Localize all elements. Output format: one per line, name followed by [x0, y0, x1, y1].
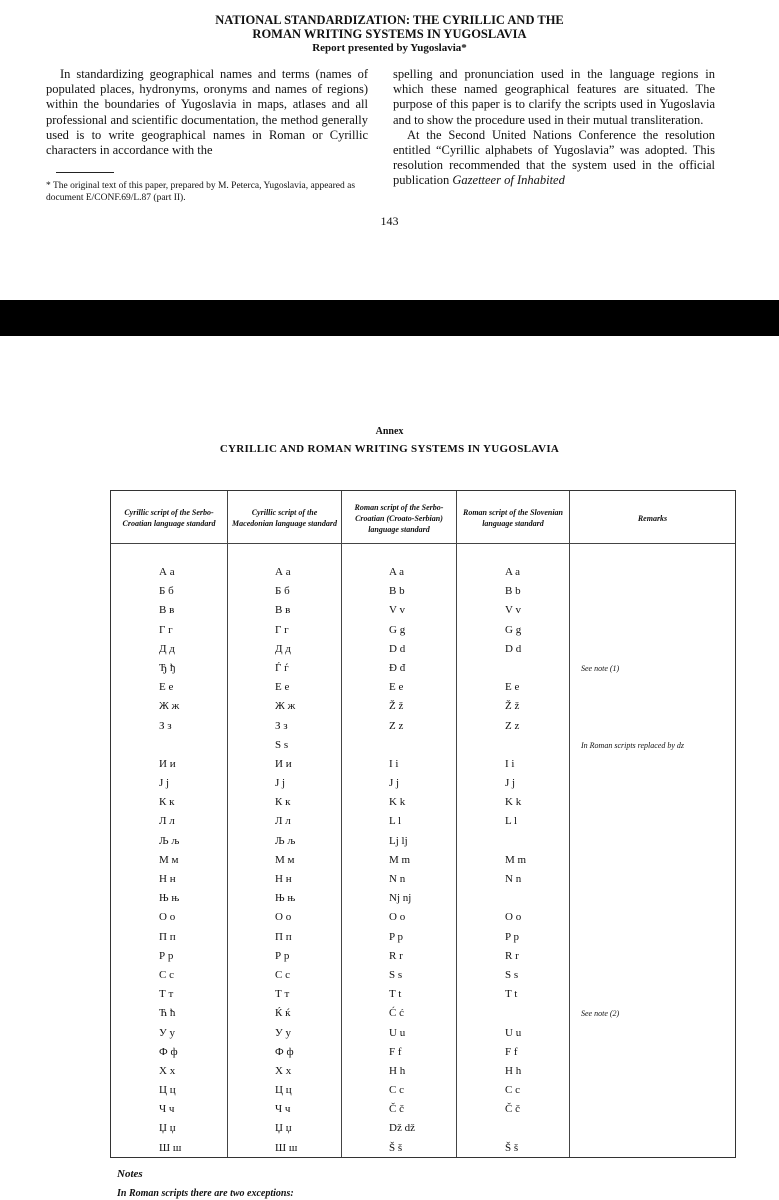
remark-cell [581, 621, 733, 640]
header-rule [111, 543, 735, 544]
remark-cell [581, 1100, 733, 1119]
table-row [111, 717, 735, 736]
table-row [111, 985, 735, 1004]
table-row [111, 678, 735, 697]
letter-cell: Ц ц [159, 1084, 176, 1097]
letter-cell: Л л [159, 815, 175, 828]
letter-cell: I i [389, 757, 399, 770]
left-column [46, 67, 368, 158]
table-row [111, 659, 735, 678]
table-row [111, 1024, 735, 1043]
gazetteer-title: Gazetteer of Inhabited [452, 173, 565, 188]
letter-cell: И и [159, 757, 176, 770]
letter-cell: R r [505, 949, 519, 962]
annex-page [0, 336, 779, 1200]
letter-cell: Ќ ќ [275, 1007, 291, 1020]
letter-cell: Ш ш [275, 1141, 298, 1154]
remark-cell [581, 889, 733, 908]
letter-cell: E e [389, 681, 404, 694]
remark-cell [581, 774, 733, 793]
letter-cell: Ч ч [159, 1103, 175, 1116]
letter-cell: Њ њ [159, 892, 180, 905]
letter-cell: Nj nj [389, 892, 412, 905]
table-row [111, 832, 735, 851]
header-macedonian-cyrillic: Cyrillic script of the Macedonian language standard [232, 508, 337, 528]
remark-cell [581, 966, 733, 985]
letter-cell: Х х [275, 1064, 292, 1077]
remark-cell [581, 870, 733, 889]
annex-title: CYRILLIC AND ROMAN WRITING SYSTEMS IN YUGOSLAVIA [219, 443, 560, 455]
page-number: 143 [380, 214, 399, 228]
letter-cell: C c [389, 1084, 404, 1097]
letter-cell [505, 1004, 585, 1023]
remark-cell [581, 793, 733, 812]
table-row [111, 1043, 735, 1062]
letter-cell: K k [505, 796, 522, 809]
table-row [111, 928, 735, 947]
letter-cell [159, 736, 229, 755]
letter-cell [505, 1119, 585, 1138]
remark-cell [581, 755, 733, 774]
remark-cell [581, 851, 733, 870]
table-row [111, 697, 735, 716]
letter-cell: S s [505, 968, 519, 981]
letter-cell: M m [389, 853, 411, 866]
letter-cell: С с [275, 968, 290, 981]
letter-cell: Ž ž [389, 700, 404, 713]
letter-cell: Ђ ђ [159, 661, 176, 674]
right-paragraph-2-text: At the Second United Nations Conference the resolution entitled “Cyrillic alphabets of Yugoslavia” was adopted. This resolution recommended that the system used in the official publication [393, 127, 715, 188]
table-body [111, 563, 735, 1158]
letter-cell: П п [275, 930, 292, 943]
letter-cell: Е е [159, 681, 174, 694]
letter-cell: Lj lj [389, 834, 408, 847]
letter-cell: Č č [505, 1103, 520, 1116]
letter-cell: У у [275, 1026, 292, 1039]
letter-cell: Љ љ [159, 834, 180, 847]
letter-cell: Р р [275, 949, 290, 962]
table-row [111, 563, 735, 582]
table-row [111, 793, 735, 812]
remark-cell [581, 1119, 733, 1138]
remark-cell [581, 697, 733, 716]
letter-cell: Љ љ [275, 834, 296, 847]
letter-cell: A a [505, 566, 520, 578]
table-row [111, 601, 735, 620]
letter-cell: B b [505, 585, 521, 598]
right-paragraph-2 [393, 128, 715, 189]
report-title-line1: NATIONAL STANDARDIZATION: THE CYRILLIC AND THE [215, 13, 564, 27]
letter-cell: Д д [275, 642, 291, 655]
letter-cell: Џ џ [159, 1122, 176, 1135]
letter-cell: F f [505, 1045, 518, 1058]
letter-cell: Д д [159, 642, 175, 655]
letter-cell: О о [159, 911, 176, 924]
letter-cell: H h [505, 1064, 522, 1077]
letter-cell: Х х [159, 1064, 176, 1077]
table-row [111, 851, 735, 870]
letter-cell: Š š [505, 1141, 519, 1154]
letter-cell: Н н [159, 873, 176, 885]
table-row [111, 889, 735, 908]
letter-cell: Z z [389, 719, 404, 732]
letter-cell: Š š [389, 1141, 403, 1154]
letter-cell: С с [159, 968, 174, 981]
letter-cell [505, 736, 585, 755]
notes-title: Notes [117, 1168, 143, 1180]
letter-cell: Č č [389, 1103, 404, 1116]
table-row [111, 947, 735, 966]
letter-cell: М м [275, 853, 295, 866]
remark-cell [581, 582, 733, 601]
remark-cell [581, 717, 733, 736]
notes-line: In Roman scripts there are two exceptions: [117, 1188, 294, 1199]
table-row [111, 621, 735, 640]
letter-cell: Z z [505, 719, 520, 732]
table-row [111, 1119, 735, 1138]
remark-cell [581, 678, 733, 697]
left-paragraph: In standardizing geographical names and terms (names of populated places, hydronyms, oronyms and names of regions) within the boundaries of Yugoslavia in maps, atlases and all professional and scientific documentation, the method generally used is to write geographical names in Roman or Cyrillic characters in accordance with the [46, 67, 368, 158]
report-subtitle: Report presented by Yugoslavia* [312, 42, 467, 54]
letter-cell: E e [505, 681, 520, 694]
letter-cell: Ф ф [159, 1045, 178, 1058]
letter-cell: Т т [159, 988, 174, 1001]
remark-cell [581, 908, 733, 927]
table-row [111, 1004, 735, 1023]
letter-cell: M m [505, 853, 527, 866]
letter-cell: А а [275, 566, 291, 578]
footnote-rule [56, 172, 114, 173]
letter-cell: D d [389, 642, 406, 655]
report-title-line2: ROMAN WRITING SYSTEMS IN YUGOSLAVIA [252, 27, 527, 41]
letter-cell: B b [389, 585, 405, 598]
remark-cell [581, 601, 733, 620]
letter-cell: Ć ć [389, 1007, 404, 1020]
letter-cell: М м [159, 853, 179, 866]
header-serbo-croatian-roman: Roman script of the Serbo-Croatian (Croato-Serbian) language standard [354, 502, 444, 534]
letter-cell: Њ њ [275, 892, 296, 905]
letter-cell: Ž ž [505, 700, 520, 713]
letter-cell: G g [389, 623, 406, 636]
remark-cell: In Roman scripts replaced by dz [581, 740, 685, 750]
letter-cell [505, 889, 585, 908]
table-row [111, 1062, 735, 1081]
letter-cell: Ц ц [275, 1084, 292, 1097]
letter-cell: В в [275, 604, 291, 617]
letter-cell: Л л [275, 815, 291, 828]
letter-cell: Ж ж [159, 700, 180, 713]
letter-cell: J j [505, 777, 516, 790]
letter-cell: N n [389, 873, 406, 885]
letter-cell: А а [159, 566, 175, 578]
letter-cell: I i [505, 757, 515, 770]
letter-cell: C c [505, 1084, 520, 1097]
table-row [111, 736, 735, 755]
letter-cell: U u [505, 1026, 522, 1039]
remark-cell [581, 985, 733, 1004]
right-paragraph-1: spelling and pronunciation used in the language regions in which these named geographical features are situated. The purpose of this paper is to clarify the scripts used in Yugoslavia and to show the procedure used in their mutual transliteration. [393, 67, 715, 127]
letter-cell: Ш ш [159, 1141, 182, 1154]
letter-cell: О о [275, 911, 292, 924]
remark-cell [581, 947, 733, 966]
table-row [111, 774, 735, 793]
letter-cell: Ж ж [275, 700, 296, 713]
letter-cell: Dž dž [389, 1122, 415, 1135]
header-slovenian-roman: Roman script of the Slovenian language standard [462, 508, 563, 528]
letter-cell: L l [389, 815, 402, 828]
letter-cell: S s [389, 968, 403, 981]
remark-cell [581, 1062, 733, 1081]
letter-cell: Đ đ [389, 661, 406, 674]
letter-cell: V v [389, 604, 405, 617]
letter-cell: Б б [159, 585, 174, 598]
letter-cell: A a [389, 566, 404, 578]
letter-cell: Ч ч [275, 1103, 291, 1116]
letter-cell: Ѕ ѕ [275, 738, 289, 751]
table-row [111, 870, 735, 889]
letter-cell [505, 659, 585, 678]
letter-cell: H h [389, 1064, 406, 1077]
letter-cell: R r [389, 949, 403, 962]
remark-cell [581, 1081, 733, 1100]
letter-cell: U u [389, 1026, 406, 1039]
table-row [111, 1139, 735, 1158]
letter-cell: Ѓ ѓ [275, 661, 289, 674]
table-row [111, 812, 735, 831]
letter-cell: П п [159, 930, 176, 943]
table-row [111, 640, 735, 659]
footnote: * The original text of this paper, prepared by M. Peterca, Yugoslavia, appeared as document E/CONF.69/L.87 (part II). [46, 181, 356, 203]
letter-cell: D d [505, 642, 522, 655]
table-row [111, 755, 735, 774]
letter-cell: К к [159, 796, 175, 809]
letter-cell: Р р [159, 949, 174, 962]
table-row [111, 1100, 735, 1119]
remark-cell [581, 832, 733, 851]
letter-cell: Ф ф [275, 1045, 294, 1058]
remark-cell [581, 563, 733, 582]
table-row [111, 966, 735, 985]
letter-cell: Џ џ [275, 1122, 292, 1135]
header-remarks: Remarks [637, 513, 668, 523]
letter-cell: J j [389, 777, 400, 790]
letter-cell: N n [505, 873, 522, 885]
remark-cell: See note (1) [581, 663, 620, 673]
report-page [0, 0, 779, 300]
letter-cell: Е е [275, 681, 290, 694]
page-divider [0, 300, 779, 336]
letter-cell: P p [389, 930, 403, 943]
letter-cell: У у [159, 1026, 176, 1039]
letter-cell: Ћ ћ [159, 1007, 176, 1020]
letter-cell: В в [159, 604, 175, 617]
letter-cell: З з [159, 719, 172, 732]
letter-cell: G g [505, 623, 522, 636]
letter-cell: V v [505, 604, 521, 617]
table-row [111, 1081, 735, 1100]
remark-cell: See note (2) [581, 1009, 620, 1019]
letter-cell: Г г [275, 623, 289, 636]
letter-cell: Г г [159, 623, 173, 636]
letter-cell: T t [505, 988, 518, 1001]
remark-cell [581, 1024, 733, 1043]
remark-cell [581, 928, 733, 947]
letter-cell [389, 736, 469, 755]
header-serbo-croatian-cyrillic: Cyrillic script of the Serbo-Croatian language standard [122, 508, 216, 528]
letter-cell: Н н [275, 873, 292, 885]
table-row [111, 582, 735, 601]
letter-cell: T t [389, 988, 402, 1001]
letter-cell: З з [275, 719, 288, 732]
letter-cell: O o [389, 911, 406, 924]
letter-cell: O o [505, 911, 522, 924]
remark-cell [581, 1139, 733, 1158]
letter-cell: И и [275, 757, 292, 770]
letter-cell: Т т [275, 988, 290, 1001]
letter-cell: P p [505, 930, 519, 943]
table-row [111, 908, 735, 927]
letter-cell: Ј ј [159, 777, 170, 790]
letter-cell: К к [275, 796, 291, 809]
letter-cell: F f [389, 1045, 402, 1058]
letter-cell [505, 832, 585, 851]
right-column [393, 67, 715, 189]
remark-cell [581, 640, 733, 659]
letter-cell: Б б [275, 585, 290, 598]
letter-cell: Ј ј [275, 777, 286, 790]
letter-cell: L l [505, 815, 518, 828]
remark-cell [581, 1043, 733, 1062]
alphabet-table [110, 490, 736, 1158]
annex-label: Annex [375, 426, 404, 437]
letter-cell: K k [389, 796, 406, 809]
remark-cell [581, 812, 733, 831]
